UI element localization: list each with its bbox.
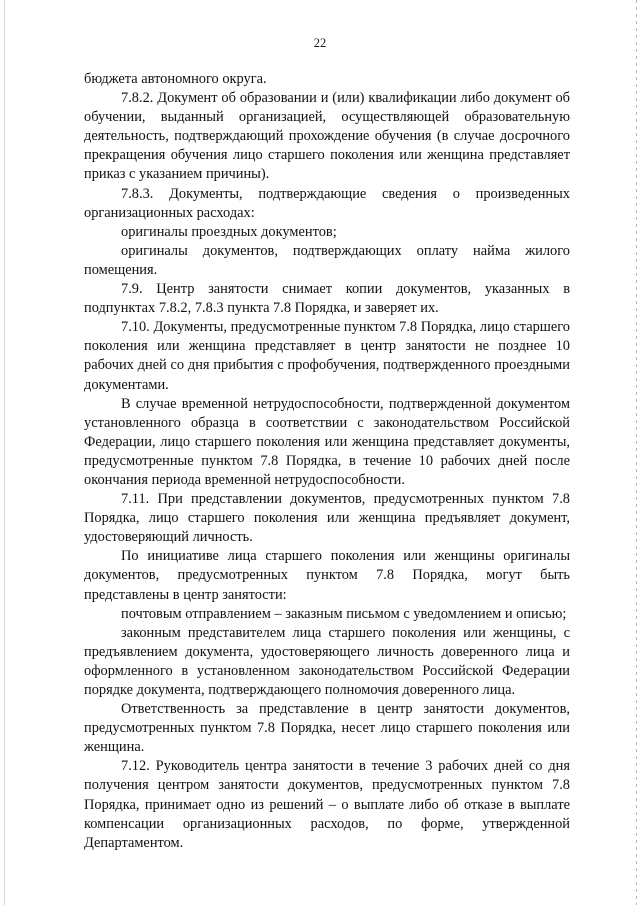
paragraph-legal-representative: законным представителем лица старшего поколения или женщины, с предъявлением документа, удостоверяющего личность доверенного лица и оформленного в установленном законодательством Российской Федерации порядке документа, подтверждающего полномочия доверенного лица. — [84, 624, 570, 698]
paragraph-continuation: бюджета автономного округа. — [84, 71, 267, 87]
scan-edge-left — [4, 0, 5, 905]
paragraph-7-8-3: 7.8.3. Документы, подтверждающие сведения о произведенных организационных расходах: — [84, 185, 570, 221]
paragraph-7-8-2: 7.8.2. Документ об образовании и (или) квалификации либо документ об обучении, выданный организацией, осуществляющей образовательную деятельность, подтверждающий прохождение обучения (в случае досрочного прекращения обучения лицо старшего поколения или женщина представляет приказ с указанием причины). — [84, 90, 570, 183]
paragraph-temporary-disability: В случае временной нетрудоспособности, подтвержденной документом установленного образца в соответствии с законодательством Российской Федерации, лицо старшего поколения или женщина представляет документы, предусмотренные пунктом 7.8 Порядка, в течение 10 рабочих дней после окончания периода временной нетрудоспособности. — [84, 395, 570, 488]
paragraph-postal-delivery: почтовым отправлением – заказным письмом с уведомлением и описью; — [121, 605, 567, 622]
document-body — [84, 70, 570, 853]
paragraph-7-12: 7.12. Руководитель центра занятости в течение 3 рабочих дней со дня получения центром занятости документов, предусмотренных пунктом 7.8 Порядка, принимает одно из решений – о выплате либо об отказе в выплате компенсации организационных расходов, по форме, утвержденной Департаментом. — [84, 758, 570, 851]
paragraph-7-9: 7.9. Центр занятости снимает копии документов, указанных в подпунктах 7.8.2, 7.8.3 пункта 7.8 Порядка, и заверяет их. — [84, 281, 570, 317]
paragraph-housing-documents: оригиналы документов, подтверждающих оплату найма жилого помещения. — [84, 242, 570, 278]
paragraph-originals-submission: По инициативе лица старшего поколения или женщины оригиналы документов, предусмотренных пунктом 7.8 Порядка, могут быть представлены в центр занятости: — [84, 548, 570, 603]
paragraph-responsibility: Ответственность за представление в центр занятости документов, предусмотренных пунктом 7.8 Порядка, несет лицо старшего поколения или женщина. — [84, 701, 570, 756]
paragraph-7-10: 7.10. Документы, предусмотренные пунктом 7.8 Порядка, лицо старшего поколения или женщина представляет в центр занятости не позднее 10 рабочих дней со дня прибытия с профобучения, подтвержденного проездными документами. — [84, 319, 570, 393]
page-number: 22 — [313, 36, 327, 50]
paragraph-7-11: 7.11. При представлении документов, предусмотренных пунктом 7.8 Порядка, лицо старшего поколения или женщина предъявляет документ, удостоверяющий личность. — [84, 491, 570, 546]
scan-edge-right — [636, 0, 637, 905]
paragraph-travel-documents: оригиналы проездных документов; — [121, 223, 337, 240]
